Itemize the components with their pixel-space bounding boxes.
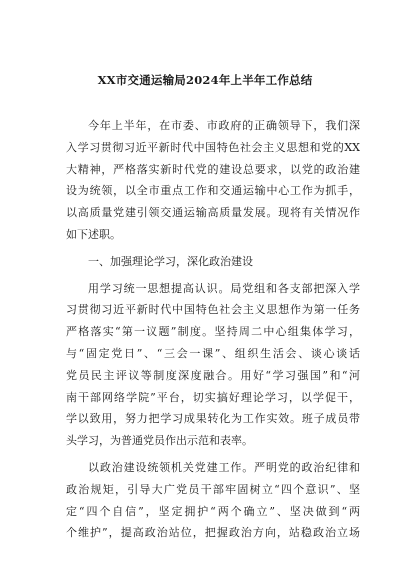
text-line: 严格落实“第一议题”制度。坚持周二中心组集体学习， bbox=[66, 325, 360, 339]
paragraph-theory-study bbox=[66, 278, 360, 452]
text-line: 党员民主评议等制度深度融合。用好“学习强国”和“河 bbox=[66, 368, 360, 382]
paragraph-political-building bbox=[66, 457, 360, 544]
text-line: 以高质量党建引领交通运输高质量发展。现将有关情况作 bbox=[66, 206, 360, 220]
section-heading-text: 一、加强理论学习，深化政治建设 bbox=[88, 254, 253, 268]
text-line: 如下述职。 bbox=[66, 227, 121, 241]
paragraph-intro bbox=[66, 115, 360, 246]
text-line: 学以致用，努力把学习成果转化为工作实效。班子成员带 bbox=[66, 412, 360, 426]
text-line: 头学习，为普通党员作出示范和表率。 bbox=[66, 434, 253, 448]
section-heading bbox=[66, 251, 360, 273]
text-line: 政治规矩，引导大广党员干部牢固树立“四个意识”、坚 bbox=[66, 482, 360, 496]
document-body bbox=[66, 115, 360, 544]
text-line: 用学习统一思想提高认识。局党组和各支部把深入学 bbox=[88, 281, 360, 295]
text-line: 今年上半年，在市委、市政府的正确领导下，我们深 bbox=[88, 119, 360, 132]
text-line: 入学习贯彻习近平新时代中国特色社会主义思想和党的XX bbox=[66, 140, 360, 154]
document-title: XX市交通运输局2024年上半年工作总结 bbox=[97, 73, 313, 87]
text-line: 南干部网络学院”平台，切实搞好理论学习，以学促干， bbox=[66, 390, 360, 404]
text-line: 习贯彻习近平新时代中国特色社会主义思想作为第一任务 bbox=[66, 303, 360, 317]
text-line: 个维护”，提高政治站位，把握政治方向，站稳政治立场 bbox=[66, 526, 360, 540]
text-line: 定“四个自信”，坚定拥护“两个确立”、坚决做到“两 bbox=[66, 504, 360, 518]
text-line: 设为统领，以全市重点工作和交通运输中心工作为抓手， bbox=[66, 184, 360, 198]
text-line: 与“固定党日”、“三会一课”、组织生活会、谈心谈话 bbox=[66, 346, 360, 360]
text-line: 大精神，严格落实新时代党的建设总要求，以党的政治建 bbox=[66, 162, 360, 176]
text-line: 以政治建设统领机关党建工作。严明党的政治纪律和 bbox=[88, 460, 360, 474]
